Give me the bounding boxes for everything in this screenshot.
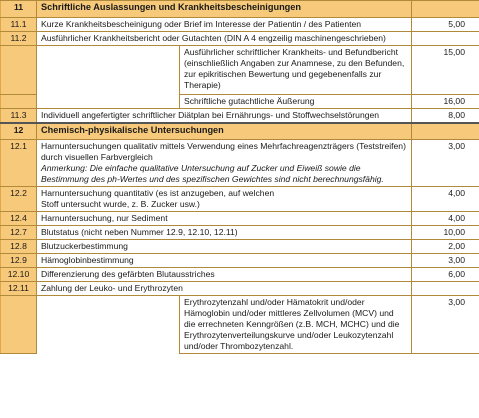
table-row bbox=[1, 187, 479, 212]
item-description: Schriftliche gutachtliche Äußerung bbox=[180, 95, 412, 109]
item-number: 12.7 bbox=[1, 226, 37, 240]
item-number: 12.10 bbox=[1, 268, 37, 282]
table-row bbox=[1, 32, 479, 46]
table-row bbox=[1, 268, 479, 282]
table-row bbox=[1, 46, 479, 95]
table-row bbox=[1, 296, 479, 354]
price: 15,00 bbox=[412, 46, 479, 95]
price: 8,00 bbox=[412, 109, 479, 124]
price: 2,00 bbox=[412, 240, 479, 254]
item-number: 12.4 bbox=[1, 212, 37, 226]
item-number: 12.9 bbox=[1, 254, 37, 268]
table-row bbox=[1, 109, 479, 124]
item-description: Ausführlicher schriftlicher Krankheits- und Befundbericht (einschließlich Angaben zur Anamnese, zu den Befunden, zur epikritischen Bewertung und gegebenenfalls zur Therapie) bbox=[180, 46, 412, 95]
table-row bbox=[1, 240, 479, 254]
price: 3,00 bbox=[412, 254, 479, 268]
table-row bbox=[1, 140, 479, 187]
item-description: Kurze Krankheitsbescheinigung oder Brief im Interesse der Patientin / des Patienten bbox=[37, 18, 412, 32]
item-description: Blutzuckerbestimmung bbox=[37, 240, 412, 254]
section-row bbox=[1, 1, 479, 18]
price bbox=[412, 282, 479, 296]
item-number: 12.1 bbox=[1, 140, 37, 187]
section-title: Chemisch-physikalische Untersuchungen bbox=[37, 123, 412, 140]
item-number: 11.1 bbox=[1, 18, 37, 32]
section-row bbox=[1, 123, 479, 140]
price: 4,00 bbox=[412, 187, 479, 212]
table-row bbox=[1, 212, 479, 226]
table-row bbox=[1, 95, 479, 109]
item-number: 12.11 bbox=[1, 282, 37, 296]
item-description: Harnuntersuchung, nur Sediment bbox=[37, 212, 412, 226]
price bbox=[412, 123, 479, 140]
item-note: Anmerkung: Die einfache qualitative Untersuchung auf Zucker und Eiweiß sowie die Bestimmung des ph-Wertes und des spezifischen Gewichtes sind nicht berechnungsfähig. bbox=[41, 163, 384, 184]
item-number bbox=[1, 46, 37, 95]
item-number: 12 bbox=[1, 123, 37, 140]
price: 4,00 bbox=[412, 212, 479, 226]
price bbox=[412, 32, 479, 46]
item-description: Differenzierung des gefärbten Blutausstriches bbox=[37, 268, 412, 282]
item-number: 11 bbox=[1, 1, 37, 18]
item-description: Ausführlicher Krankheitsbericht oder Gutachten (DIN A 4 engzeilig maschinengeschrieben) bbox=[37, 32, 412, 46]
price: 3,00 bbox=[412, 140, 479, 187]
item-description: Zahlung der Leuko- und Erythrozyten bbox=[37, 282, 412, 296]
item-description: Hämoglobinbestimmung bbox=[37, 254, 412, 268]
price: 10,00 bbox=[412, 226, 479, 240]
item-number bbox=[1, 296, 37, 354]
price bbox=[412, 1, 479, 18]
item-description: Blutstatus (nicht neben Nummer 12.9, 12.10, 12.11) bbox=[37, 226, 412, 240]
item-number: 11.2 bbox=[1, 32, 37, 46]
price: 6,00 bbox=[412, 268, 479, 282]
table-row bbox=[1, 282, 479, 296]
item-text: Harnuntersuchungen qualitativ mittels Verwendung eines Mehrfachreagenzträgers (Teststreifen) durch visuellen Farbvergleich bbox=[41, 141, 406, 162]
item-description bbox=[37, 140, 412, 187]
price: 5,00 bbox=[412, 18, 479, 32]
item-description: Individuell angefertigter schriftlicher Diätplan bei Ernährungs- und Stoffwechselstörungen bbox=[37, 109, 412, 124]
table-row bbox=[1, 18, 479, 32]
item-description: Erythrozytenzahl und/oder Hämatokrit und/oder Hämoglobin und/oder mittleres Zellvolumen (MCV) und die errechneten Kenngrößen (z.B. MCH, MCHC) und die Erythrozytenverteilungskurve und/oder Leukozytenzahl und/oder Thrombozytenzahl. bbox=[180, 296, 412, 354]
table-row bbox=[1, 254, 479, 268]
price: 3,00 bbox=[412, 296, 479, 354]
section-title: Schriftliche Auslassungen und Krankheitsbescheinigungen bbox=[37, 1, 412, 18]
item-number bbox=[1, 95, 37, 109]
item-number: 12.8 bbox=[1, 240, 37, 254]
item-number: 12.2 bbox=[1, 187, 37, 212]
item-description: Harnuntersuchung quantitativ (es ist anzugeben, auf welchen Stoff untersucht wurde, z. B. Zucker usw.) bbox=[37, 187, 412, 212]
price: 16,00 bbox=[412, 95, 479, 109]
table-row bbox=[1, 226, 479, 240]
item-number: 11.3 bbox=[1, 109, 37, 124]
